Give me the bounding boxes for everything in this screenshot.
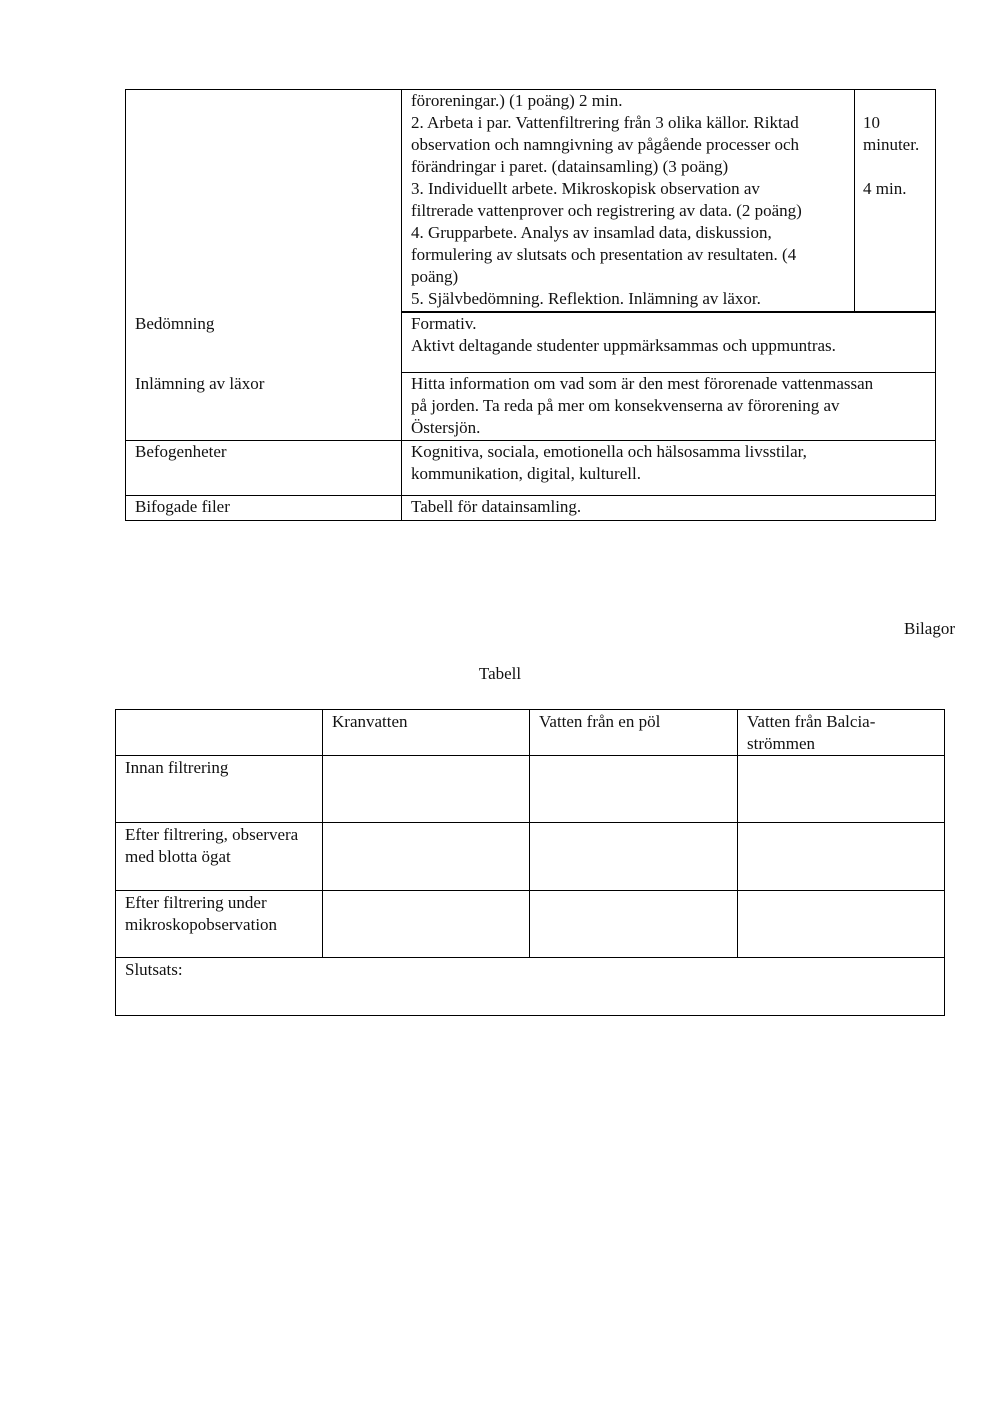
attachments-value bbox=[411, 496, 931, 518]
data-cell bbox=[738, 891, 945, 958]
table-row bbox=[116, 823, 945, 891]
row-label-competences: Befogenheter bbox=[135, 442, 227, 461]
table-row bbox=[116, 891, 945, 958]
row-label: Innan filtrering bbox=[116, 756, 323, 823]
procedure-line: 3. Individuellt arbete. Mikroskopisk observation av bbox=[411, 179, 760, 198]
data-cell bbox=[323, 891, 530, 958]
row-label: Efter filtrering, observera med blotta ögat bbox=[116, 823, 323, 891]
competences-line: kommunikation, digital, kulturell. bbox=[411, 464, 641, 483]
row-label: Efter filtrering under mikroskopobservation bbox=[116, 891, 323, 958]
table-border bbox=[125, 520, 936, 521]
time-line bbox=[863, 156, 935, 178]
procedure-line: filtrerade vattenprover och registrering av data. (2 poäng) bbox=[411, 201, 802, 220]
assessment-line: Formativ. bbox=[411, 314, 477, 333]
column-header: Kranvatten bbox=[323, 710, 530, 756]
data-cell bbox=[738, 756, 945, 823]
competences-line: Kognitiva, sociala, emotionella och hälsosamma livsstilar, bbox=[411, 442, 807, 461]
conclusion-cell bbox=[116, 958, 945, 1016]
empty-corner-cell bbox=[116, 710, 323, 756]
procedure-line: förändringar i paret. (datainsamling) (3 poäng) bbox=[411, 157, 729, 176]
column-header: Vatten från Balcia- strömmen bbox=[738, 710, 945, 756]
data-cell bbox=[530, 823, 738, 891]
homework-value bbox=[411, 373, 931, 439]
table-border bbox=[935, 89, 936, 521]
procedure-line: 4. Grupparbete. Analys av insamlad data, diskussion, bbox=[411, 223, 772, 242]
data-cell bbox=[530, 756, 738, 823]
data-collection-table bbox=[115, 709, 945, 1016]
homework-line: Hitta information om vad som är den mest förorenade vattenmassan bbox=[411, 374, 874, 393]
data-cell bbox=[323, 756, 530, 823]
assessment-line: Aktivt deltagande studenter uppmärksammas och uppmuntras. bbox=[411, 336, 836, 355]
time-line: 10 bbox=[863, 113, 880, 132]
procedure-line: föroreningar.) (1 poäng) 2 min. bbox=[411, 91, 623, 110]
table-header-row bbox=[116, 710, 945, 756]
table-caption: Tabell bbox=[478, 664, 522, 683]
table-divider bbox=[854, 89, 855, 312]
procedure-steps bbox=[411, 90, 851, 310]
data-cell bbox=[738, 823, 945, 891]
time-line: minuter. bbox=[863, 135, 920, 154]
row-label-attachments: Bifogade filer bbox=[135, 497, 230, 516]
attachments-line: Tabell för datainsamling. bbox=[411, 497, 582, 516]
column-header: Vatten från en pöl bbox=[530, 710, 738, 756]
row-label-homework: Inlämning av läxor bbox=[135, 374, 265, 393]
homework-line: Östersjön. bbox=[411, 418, 481, 437]
procedure-line: formulering av slutsats och presentation av resultaten. (4 bbox=[411, 245, 797, 264]
assessment-value bbox=[411, 313, 931, 357]
competences-value bbox=[411, 441, 931, 485]
time-column bbox=[863, 112, 935, 200]
procedure-line: observation och namngivning av pågående processer och bbox=[411, 135, 800, 154]
procedure-line: 5. Självbedömning. Reflektion. Inlämning av läxor. bbox=[411, 289, 761, 308]
procedure-line: poäng) bbox=[411, 267, 459, 286]
lesson-plan-table bbox=[125, 89, 936, 521]
row-label-assessment: Bedömning bbox=[135, 314, 215, 333]
conclusion-row bbox=[116, 958, 945, 1016]
data-cell bbox=[530, 891, 738, 958]
time-line: 4 min. bbox=[863, 179, 907, 198]
table-border bbox=[125, 89, 126, 521]
homework-line: på jorden. Ta reda på mer om konsekvenserna av förorening av bbox=[411, 396, 840, 415]
table-row bbox=[116, 756, 945, 823]
conclusion-label: Slutsats: bbox=[125, 960, 183, 979]
data-cell bbox=[323, 823, 530, 891]
table-divider bbox=[401, 89, 402, 521]
procedure-line: 2. Arbeta i par. Vattenfiltrering från 3 olika källor. Riktad bbox=[411, 113, 799, 132]
appendix-heading: Bilagor bbox=[904, 619, 955, 638]
